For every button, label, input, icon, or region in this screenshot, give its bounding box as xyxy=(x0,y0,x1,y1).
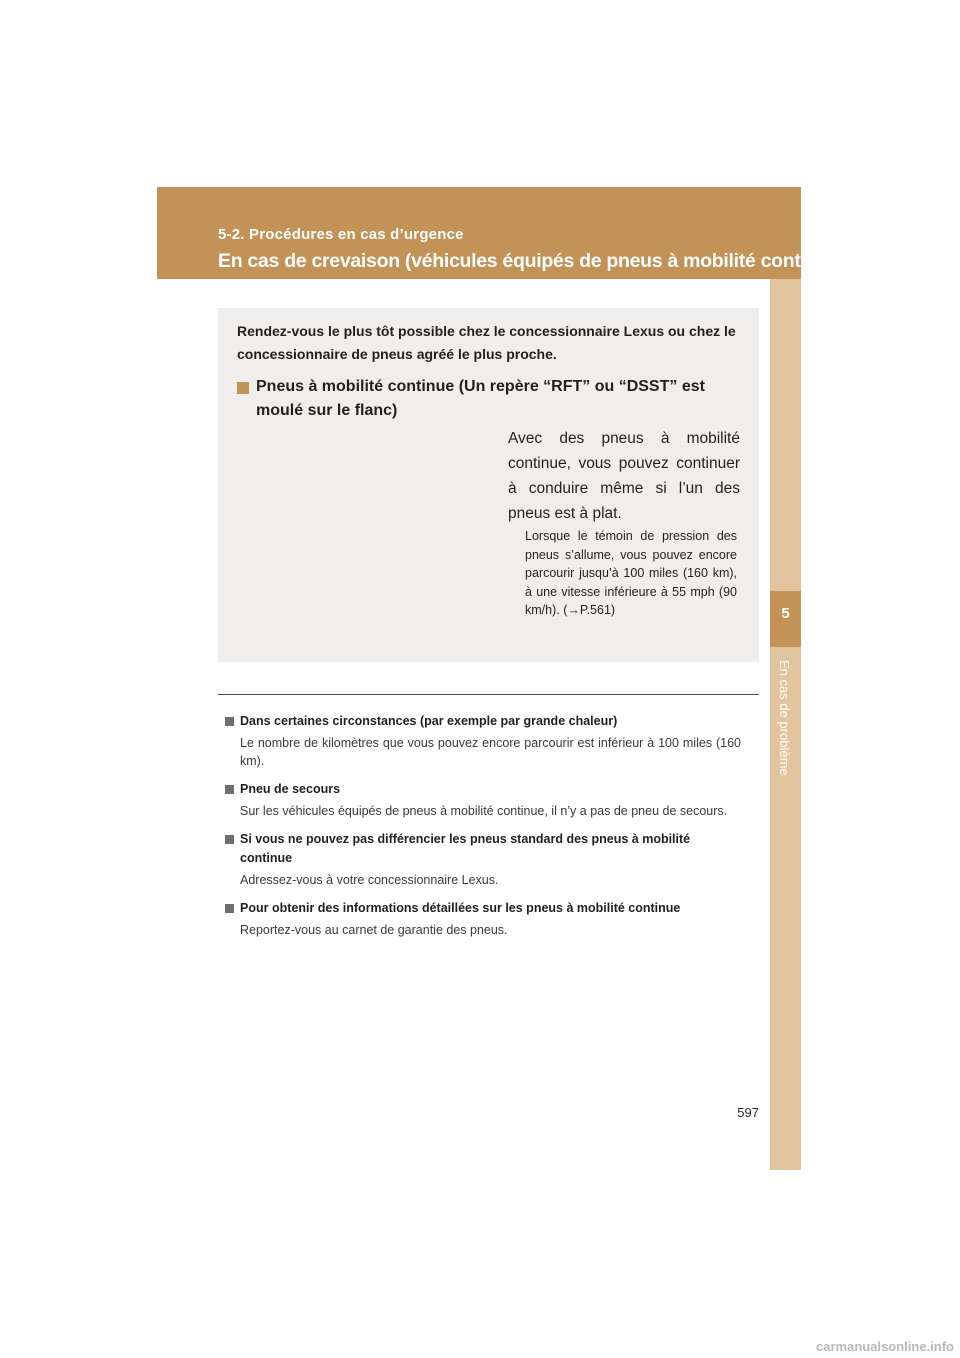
note-body: Sur les véhicules équipés de pneus à mobilité continue, il n’y a pas de pneu de secours. xyxy=(240,804,728,818)
square-bullet-icon xyxy=(225,717,234,726)
page-title: En cas de crevaison (véhicules équipés de pneus à mobilité continue) xyxy=(218,250,846,272)
note-item xyxy=(225,780,741,820)
note-body: Reportez-vous au carnet de garantie des pneus. xyxy=(240,923,508,937)
square-bullet-icon xyxy=(225,835,234,844)
square-bullet-icon xyxy=(237,382,249,394)
note-title xyxy=(225,780,741,799)
intro-text: Rendez-vous le plus tôt possible chez le concessionnaire Lexus ou chez le concessionnaire de pneus agréé le plus proche. xyxy=(237,323,736,362)
note-item xyxy=(225,712,741,770)
note-item xyxy=(225,830,741,889)
section-label: 5-2. Procédures en cas d’urgence xyxy=(218,226,464,243)
subheading: Pneus à mobilité continue (Un repère “RFT” ou “DSST” est moulé sur le flanc) xyxy=(256,378,705,419)
chapter-label-text: En cas de problème xyxy=(777,660,792,776)
info-note: Lorsque le témoin de pression des pneus s’allume, vous pouvez encore parcourir jusqu’à 100 miles (160 km), à une vitesse inférieure à 55 mph (90 km/h). (→P.561) xyxy=(525,529,737,617)
note-body: Le nombre de kilomètres que vous pouvez encore parcourir est inférieur à 100 miles (160 km). xyxy=(240,736,741,768)
divider xyxy=(218,694,759,695)
note-title-text: Pneu de secours xyxy=(240,782,341,796)
note-title-text: Pour obtenir des informations détaillées sur les pneus à mobilité continue xyxy=(240,901,681,915)
note-body: Adressez-vous à votre concessionnaire Lexus. xyxy=(240,873,499,887)
notes-list xyxy=(225,712,741,949)
watermark[interactable]: carmanualsonline.info xyxy=(816,1339,954,1354)
note-title-text: Dans certaines circonstances (par exemple par grande chaleur) xyxy=(240,714,618,728)
page-number: 597 xyxy=(737,1105,759,1120)
note-item xyxy=(225,899,741,939)
square-bullet-icon xyxy=(225,785,234,794)
note-title-text: Si vous ne pouvez pas différencier les pneus standard des pneus à mobilité continue xyxy=(240,832,691,865)
square-bullet-icon xyxy=(225,904,234,913)
note-title xyxy=(225,899,741,918)
chapter-number: 5 xyxy=(781,605,790,622)
note-title xyxy=(225,712,741,731)
note-title xyxy=(225,830,741,868)
info-paragraph: Avec des pneus à mobilité continue, vous pouvez continuer à conduire même si l’un des pneus est à plat. xyxy=(508,430,740,522)
chapter-label xyxy=(778,660,794,960)
